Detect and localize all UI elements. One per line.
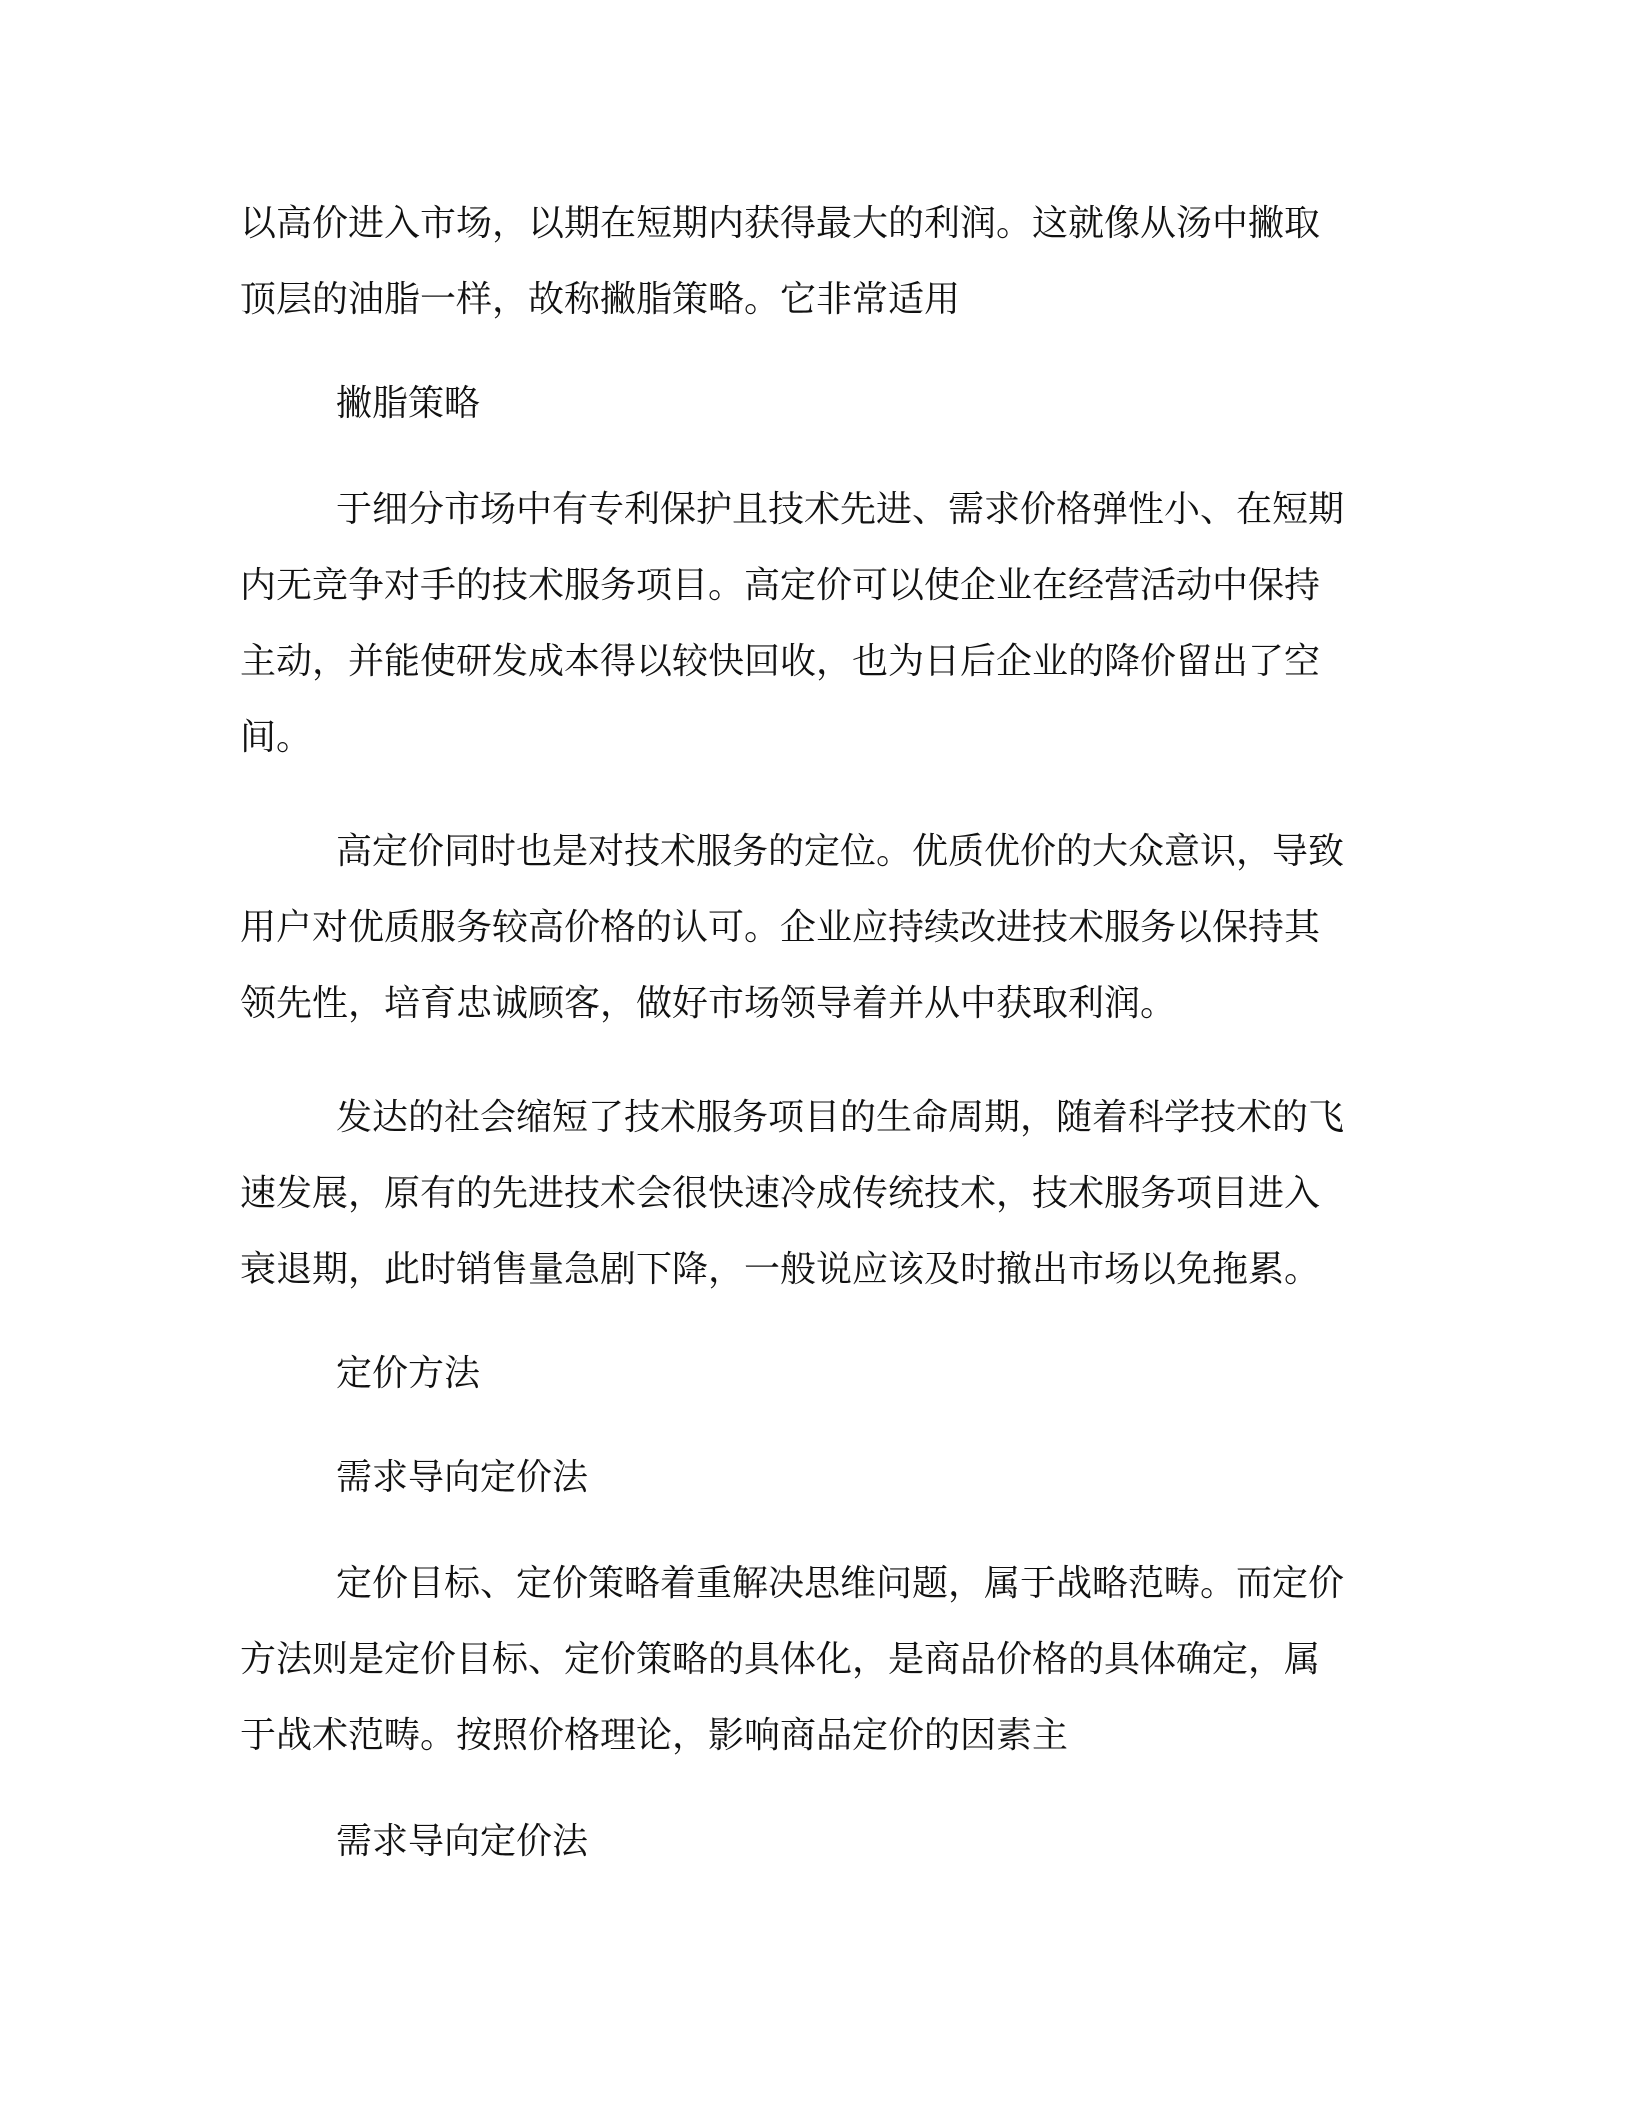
paragraph-pricing-method-definition: 定价目标、定价策略着重解决思维问题，属于战略范畴。而定价 方法则是定价目标、定价策略的具体化，是商品价格的具体确定，属 于战术范畴。按照价格理论，影响商品定价的因素主 — [240, 1563, 1345, 1756]
heading-demand-oriented-pricing: 需求导向定价法 — [336, 1457, 589, 1498]
heading-demand-oriented-pricing-repeat: 需求导向定价法 — [336, 1821, 589, 1862]
paragraph-skimming-intro: 以高价进入市场，以期在短期内获得最大的利润。这就像从汤中撇取 顶层的油脂一样，故称撇脂策略。它非常适用 — [240, 203, 1321, 320]
paragraph-high-price-positioning: 高定价同时也是对技术服务的定位。优质优价的大众意识，导致 用户对优质服务较高价格的认可。企业应持续改进技术服务以保持其 领先性，培育忠诚顾客，做好市场领导着并从中获取利润。 — [240, 831, 1345, 1024]
heading-pricing-methods: 定价方法 — [336, 1353, 481, 1394]
heading-skimming-strategy: 撇脂策略 — [336, 383, 481, 424]
document-page — [240, 186, 1380, 1880]
paragraph-product-lifecycle: 发达的社会缩短了技术服务项目的生命周期，随着科学技术的飞 速发展，原有的先进技术会很快速冷成传统技术，技术服务项目进入 衰退期，此时销售量急剧下降，一般说应该及时撤出市场以免拖累。 — [240, 1097, 1345, 1290]
paragraph-skimming-applicability: 于细分市场中有专利保护且技术先进、需求价格弹性小、在短期 内无竞争对手的技术服务项目。高定价可以使企业在经营活动中保持 主动，并能使研发成本得以较快回收，也为日后企业的降价留出了空 间。 — [240, 489, 1345, 758]
